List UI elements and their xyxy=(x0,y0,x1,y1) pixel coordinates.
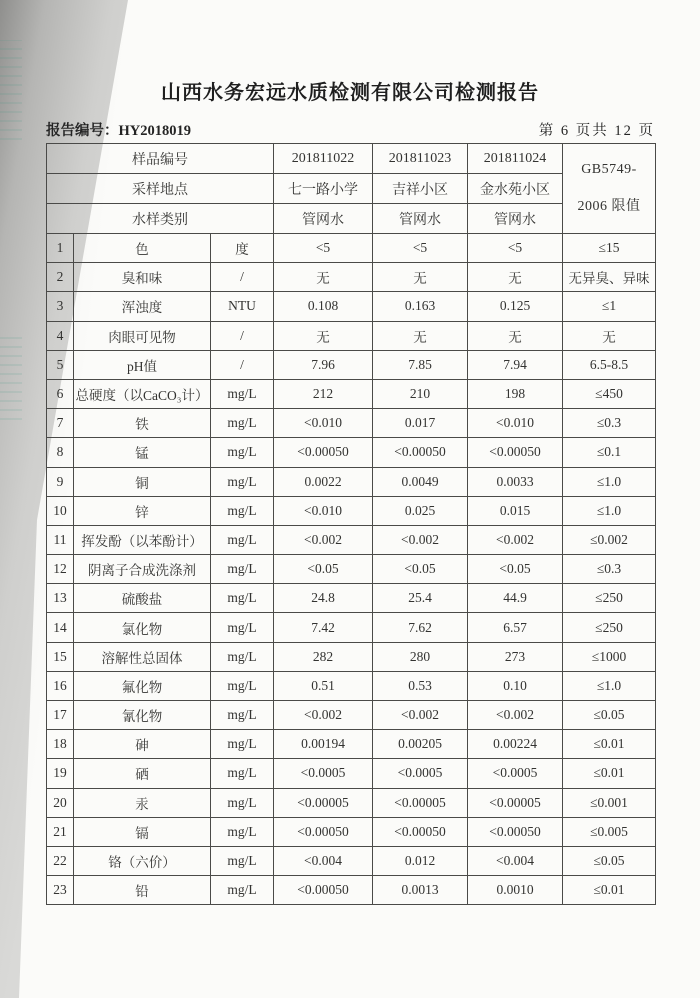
sample2-value: <5 xyxy=(373,234,468,263)
header-label: 水样类别 xyxy=(47,204,274,234)
row-number: 15 xyxy=(47,642,74,671)
sample1-value: 212 xyxy=(274,379,373,408)
sample3-value: 198 xyxy=(468,379,563,408)
limit-value: ≤0.1 xyxy=(563,438,656,467)
sample2-value: 7.85 xyxy=(373,350,468,379)
sample1-value: <0.00050 xyxy=(274,817,373,846)
parameter-name: 锰 xyxy=(74,438,211,467)
results-table xyxy=(46,143,656,905)
sample3-value: 273 xyxy=(468,642,563,671)
sample2-value: 0.025 xyxy=(373,496,468,525)
table-row xyxy=(47,234,656,263)
limit-value: ≤0.001 xyxy=(563,788,656,817)
sample2-value: <0.00050 xyxy=(373,817,468,846)
parameter-name: 镉 xyxy=(74,817,211,846)
sample3-value: <0.0005 xyxy=(468,759,563,788)
report-number xyxy=(46,119,191,140)
sample3-value: <5 xyxy=(468,234,563,263)
sample1-value: 7.96 xyxy=(274,350,373,379)
row-number: 8 xyxy=(47,438,74,467)
parameter-name: 汞 xyxy=(74,788,211,817)
limit-value: ≤250 xyxy=(563,584,656,613)
page-indicator: 第 6 页共 12 页 xyxy=(538,123,655,139)
sample1-value: 无 xyxy=(274,263,373,292)
sample2-value: <0.05 xyxy=(373,555,468,584)
sample1-value: <0.00005 xyxy=(274,788,373,817)
parameter-name: 肉眼可见物 xyxy=(74,321,211,350)
sample3-value: 0.0033 xyxy=(468,467,563,496)
sample2-value: <0.002 xyxy=(373,525,468,554)
sample2-value: 0.0049 xyxy=(373,467,468,496)
parameter-unit: mg/L xyxy=(211,642,274,671)
parameter-name: 硫酸盐 xyxy=(74,584,211,613)
limit-column-header xyxy=(563,144,656,234)
parameter-unit: / xyxy=(211,263,274,292)
limit-value: ≤0.3 xyxy=(563,409,656,438)
table-row xyxy=(47,817,656,846)
limit-value: 无 xyxy=(563,321,656,350)
table-row xyxy=(47,701,656,730)
parameter-unit: NTU xyxy=(211,292,274,321)
row-number: 4 xyxy=(47,321,74,350)
sample-id: 201811022 xyxy=(274,144,373,174)
row-number: 7 xyxy=(47,409,74,438)
row-number: 2 xyxy=(47,263,74,292)
limit-value: ≤250 xyxy=(563,613,656,642)
limit-header-line1: GB5749- xyxy=(581,161,637,177)
parameter-unit: mg/L xyxy=(211,701,274,730)
limit-value: ≤0.05 xyxy=(563,701,656,730)
sample-location: 金水苑小区 xyxy=(468,174,563,204)
table-row xyxy=(47,584,656,613)
table-row xyxy=(47,613,656,642)
report-meta xyxy=(46,119,655,140)
header-row-sample-id xyxy=(47,144,656,174)
sample3-value: 44.9 xyxy=(468,584,563,613)
table-row xyxy=(47,555,656,584)
sample3-value: 6.57 xyxy=(468,613,563,642)
scan-artifact xyxy=(0,330,22,420)
table-row xyxy=(47,671,656,700)
row-number: 23 xyxy=(47,876,74,905)
parameter-name: 色 xyxy=(74,234,211,263)
parameter-name: 阴离子合成洗涤剂 xyxy=(74,555,211,584)
sample3-value: <0.00050 xyxy=(468,817,563,846)
sample3-value: 0.125 xyxy=(468,292,563,321)
parameter-unit: / xyxy=(211,321,274,350)
sample3-value: 0.00224 xyxy=(468,730,563,759)
row-number: 6 xyxy=(47,379,74,408)
header-label: 样品编号 xyxy=(47,144,274,174)
parameter-unit: mg/L xyxy=(211,613,274,642)
sample1-value: <0.00050 xyxy=(274,876,373,905)
sample1-value: <0.010 xyxy=(274,496,373,525)
sample2-value: 210 xyxy=(373,379,468,408)
table-row xyxy=(47,788,656,817)
sample1-value: 无 xyxy=(274,321,373,350)
sample3-value: <0.010 xyxy=(468,409,563,438)
row-number: 10 xyxy=(47,496,74,525)
row-number: 14 xyxy=(47,613,74,642)
row-number: 21 xyxy=(47,817,74,846)
sample1-value: 0.108 xyxy=(274,292,373,321)
table-row xyxy=(47,321,656,350)
sample3-value: <0.004 xyxy=(468,846,563,875)
parameter-unit: 度 xyxy=(211,234,274,263)
parameter-unit: / xyxy=(211,350,274,379)
parameter-unit: mg/L xyxy=(211,846,274,875)
results-body xyxy=(47,234,656,905)
limit-value: ≤1.0 xyxy=(563,496,656,525)
parameter-unit: mg/L xyxy=(211,438,274,467)
sample1-value: <0.010 xyxy=(274,409,373,438)
parameter-unit: mg/L xyxy=(211,876,274,905)
sample3-value: <0.05 xyxy=(468,555,563,584)
sample3-value: <0.002 xyxy=(468,525,563,554)
limit-value: ≤0.01 xyxy=(563,876,656,905)
table-row xyxy=(47,438,656,467)
limit-value: ≤1000 xyxy=(563,642,656,671)
sample1-value: <0.00050 xyxy=(274,438,373,467)
results-header xyxy=(47,144,656,234)
table-row xyxy=(47,759,656,788)
table-row xyxy=(47,846,656,875)
sample3-value: <0.002 xyxy=(468,701,563,730)
sample-location: 吉祥小区 xyxy=(373,174,468,204)
sample1-value: <5 xyxy=(274,234,373,263)
row-number: 16 xyxy=(47,671,74,700)
parameter-name: 锌 xyxy=(74,496,211,525)
row-number: 1 xyxy=(47,234,74,263)
parameter-unit: mg/L xyxy=(211,788,274,817)
limit-header-line2: 2006 限值 xyxy=(577,199,641,215)
parameter-name: 硒 xyxy=(74,759,211,788)
table-row xyxy=(47,409,656,438)
sample-location: 七一路小学 xyxy=(274,174,373,204)
limit-value: ≤1.0 xyxy=(563,671,656,700)
parameter-unit: mg/L xyxy=(211,730,274,759)
water-type: 管网水 xyxy=(468,204,563,234)
parameter-name: 铬（六价） xyxy=(74,846,211,875)
row-number: 9 xyxy=(47,467,74,496)
parameter-name: 溶解性总固体 xyxy=(74,642,211,671)
table-row xyxy=(47,350,656,379)
sample1-value: <0.004 xyxy=(274,846,373,875)
row-number: 18 xyxy=(47,730,74,759)
report-number-value: HY2018019 xyxy=(118,123,191,139)
sample2-value: 0.0013 xyxy=(373,876,468,905)
parameter-name: 氯化物 xyxy=(74,613,211,642)
sample3-value: 无 xyxy=(468,321,563,350)
row-number: 12 xyxy=(47,555,74,584)
row-number: 20 xyxy=(47,788,74,817)
parameter-unit: mg/L xyxy=(211,525,274,554)
table-row xyxy=(47,525,656,554)
sample2-value: 280 xyxy=(373,642,468,671)
sample2-value: <0.00005 xyxy=(373,788,468,817)
limit-value: ≤0.3 xyxy=(563,555,656,584)
limit-value: ≤15 xyxy=(563,234,656,263)
sample1-value: <0.002 xyxy=(274,701,373,730)
row-number: 22 xyxy=(47,846,74,875)
limit-value: ≤450 xyxy=(563,379,656,408)
sample1-value: 0.51 xyxy=(274,671,373,700)
sample2-value: 0.163 xyxy=(373,292,468,321)
parameter-unit: mg/L xyxy=(211,467,274,496)
row-number: 3 xyxy=(47,292,74,321)
parameter-unit: mg/L xyxy=(211,379,274,408)
sample3-value: <0.00050 xyxy=(468,438,563,467)
parameter-name: 铁 xyxy=(74,409,211,438)
table-row xyxy=(47,496,656,525)
sample2-value: 无 xyxy=(373,321,468,350)
sample1-value: 24.8 xyxy=(274,584,373,613)
header-label: 采样地点 xyxy=(47,174,274,204)
sample2-value: <0.00050 xyxy=(373,438,468,467)
limit-value: ≤0.01 xyxy=(563,759,656,788)
sample2-value: 0.53 xyxy=(373,671,468,700)
parameter-name: 浑浊度 xyxy=(74,292,211,321)
parameter-unit: mg/L xyxy=(211,759,274,788)
row-number: 13 xyxy=(47,584,74,613)
parameter-unit: mg/L xyxy=(211,409,274,438)
report-title: 山西水务宏远水质检测有限公司检测报告 xyxy=(161,82,539,104)
sample3-value: <0.00005 xyxy=(468,788,563,817)
sample2-value: 0.017 xyxy=(373,409,468,438)
water-type: 管网水 xyxy=(373,204,468,234)
parameter-unit: mg/L xyxy=(211,496,274,525)
sample1-value: 0.00194 xyxy=(274,730,373,759)
sample1-value: <0.0005 xyxy=(274,759,373,788)
sample2-value: 0.012 xyxy=(373,846,468,875)
sample2-value: 无 xyxy=(373,263,468,292)
parameter-name: 总硬度（以CaCO₃计） xyxy=(74,379,211,408)
row-number: 19 xyxy=(47,759,74,788)
sample3-value: 7.94 xyxy=(468,350,563,379)
report-number-label: 报告编号： xyxy=(46,123,119,139)
parameter-unit: mg/L xyxy=(211,584,274,613)
sample-id: 201811024 xyxy=(468,144,563,174)
table-row xyxy=(47,467,656,496)
water-type: 管网水 xyxy=(274,204,373,234)
sample2-value: 25.4 xyxy=(373,584,468,613)
table-row xyxy=(47,379,656,408)
sample3-value: 0.0010 xyxy=(468,876,563,905)
parameter-unit: mg/L xyxy=(211,817,274,846)
limit-value: ≤1 xyxy=(563,292,656,321)
parameter-name: 铜 xyxy=(74,467,211,496)
parameter-name: 挥发酚（以苯酚计） xyxy=(74,525,211,554)
sample1-value: 282 xyxy=(274,642,373,671)
table-row xyxy=(47,263,656,292)
sample2-value: 0.00205 xyxy=(373,730,468,759)
table-row xyxy=(47,876,656,905)
parameter-name: 铅 xyxy=(74,876,211,905)
limit-value: 无异臭、异味 xyxy=(563,263,656,292)
sample3-value: 无 xyxy=(468,263,563,292)
parameter-name: 砷 xyxy=(74,730,211,759)
sample1-value: 0.0022 xyxy=(274,467,373,496)
sample1-value: <0.05 xyxy=(274,555,373,584)
sample1-value: <0.002 xyxy=(274,525,373,554)
parameter-unit: mg/L xyxy=(211,555,274,584)
sample3-value: 0.10 xyxy=(468,671,563,700)
sample2-value: <0.0005 xyxy=(373,759,468,788)
table-row xyxy=(47,292,656,321)
parameter-name: 氟化物 xyxy=(74,671,211,700)
limit-value: ≤0.05 xyxy=(563,846,656,875)
limit-value: ≤0.002 xyxy=(563,525,656,554)
sample2-value: 7.62 xyxy=(373,613,468,642)
limit-value: 6.5-8.5 xyxy=(563,350,656,379)
row-number: 11 xyxy=(47,525,74,554)
row-number: 17 xyxy=(47,701,74,730)
limit-value: ≤0.01 xyxy=(563,730,656,759)
row-number: 5 xyxy=(47,350,74,379)
sample3-value: 0.015 xyxy=(468,496,563,525)
parameter-name: 氰化物 xyxy=(74,701,211,730)
table-row xyxy=(47,642,656,671)
parameter-name: pH值 xyxy=(74,350,211,379)
sample2-value: <0.002 xyxy=(373,701,468,730)
table-row xyxy=(47,730,656,759)
parameter-name: 臭和味 xyxy=(74,263,211,292)
sample1-value: 7.42 xyxy=(274,613,373,642)
limit-value: ≤1.0 xyxy=(563,467,656,496)
sample-id: 201811023 xyxy=(373,144,468,174)
parameter-unit: mg/L xyxy=(211,671,274,700)
limit-value: ≤0.005 xyxy=(563,817,656,846)
